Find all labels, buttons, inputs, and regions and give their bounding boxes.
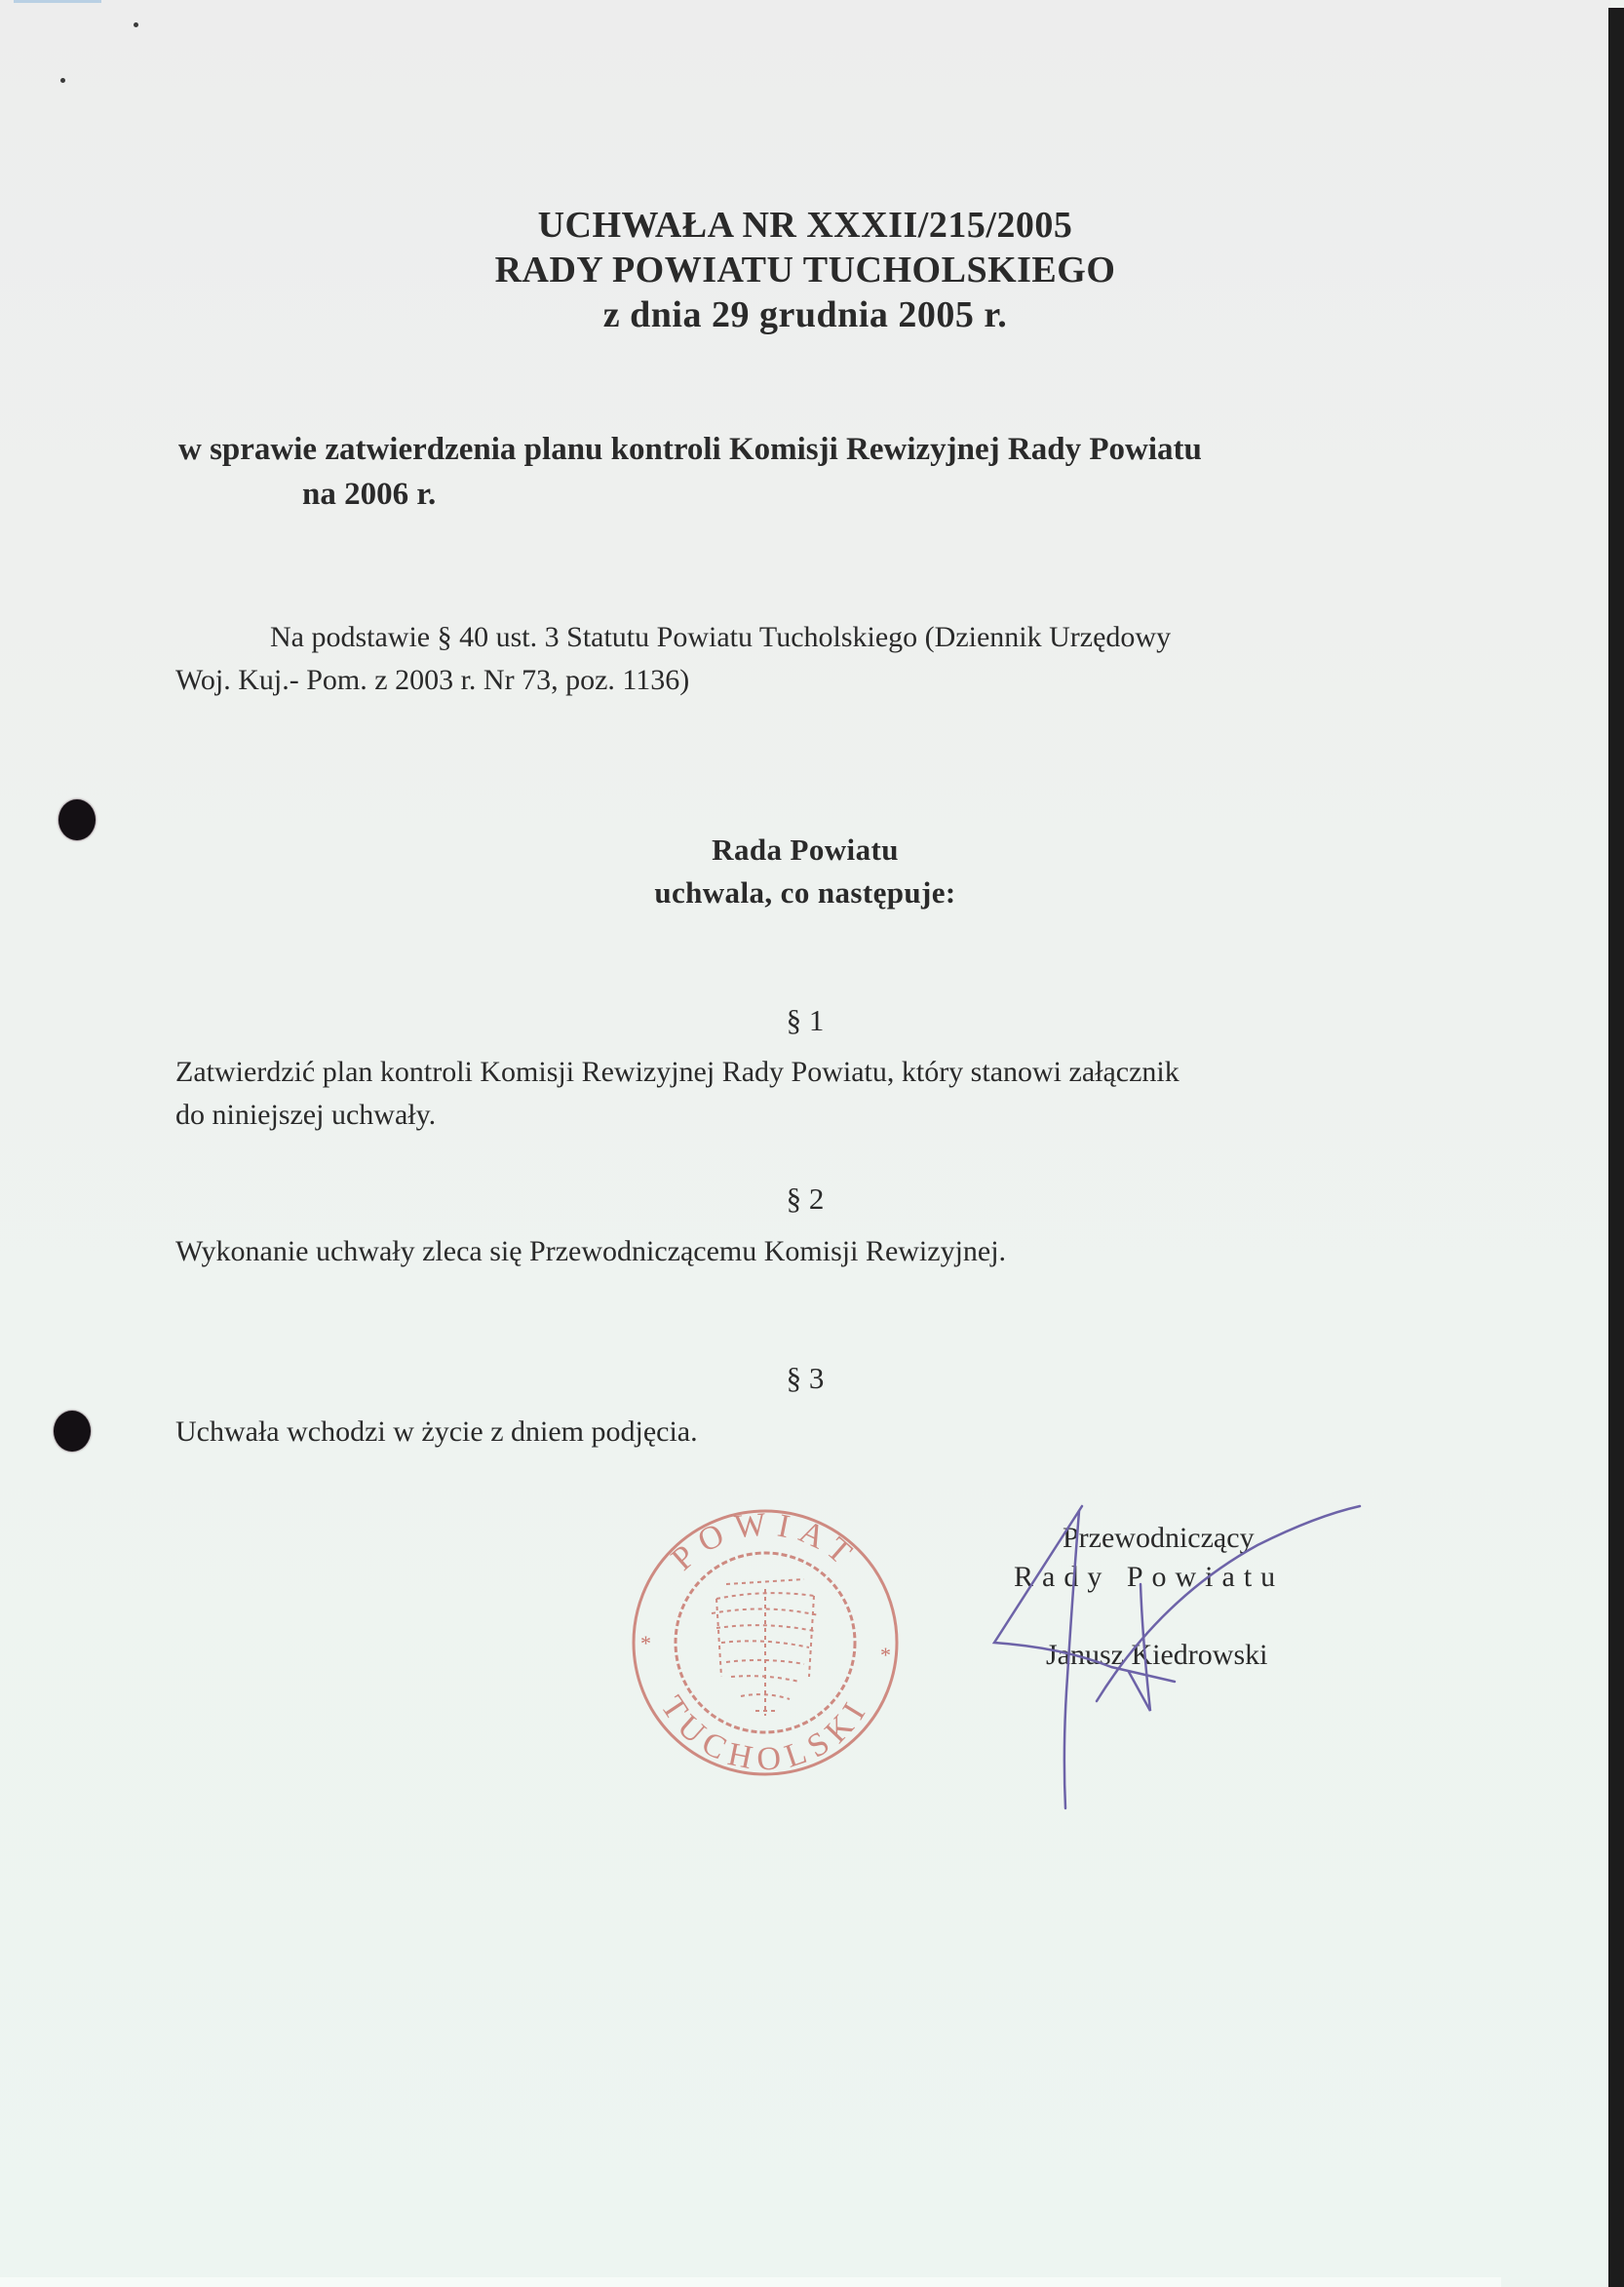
paragraph-1-line-2: do niniejszej uchwały. xyxy=(175,1099,437,1131)
stamp-inner-ring xyxy=(676,1553,855,1732)
paragraph-1-line-1: Zatwierdzić plan kontroli Komisji Rewizyjnej Rady Powiatu, który stanowi załącznik xyxy=(175,1056,1179,1088)
scanner-border xyxy=(1608,8,1624,2287)
signatory-body: Rady Powiatu xyxy=(1014,1561,1285,1593)
star-icon: * xyxy=(640,1631,651,1655)
paragraph-2-line-1: Wykonanie uchwały zleca się Przewodniczącemu Komisji Rewizyjnej. xyxy=(175,1235,1007,1267)
paragraph-1-heading: § 1 xyxy=(786,1003,825,1037)
star-icon: * xyxy=(880,1643,891,1667)
paragraph-3-line-1: Uchwała wchodzi w życie z dniem podjęcia. xyxy=(175,1415,698,1448)
stamp-top-text: POWIAT xyxy=(664,1506,866,1578)
signatory-name: Janusz Kiedrowski xyxy=(1046,1639,1268,1671)
svg-text:POWIAT xyxy=(665,1506,866,1577)
resolution-number: UCHWAŁA NR XXXII/215/2005 xyxy=(537,205,1073,246)
legal-basis-line-2: Woj. Kuj.- Pom. z 2003 r. Nr 73, poz. 1136) xyxy=(175,664,690,696)
scan-edge-strip xyxy=(14,0,101,3)
subject-line-2: na 2006 r. xyxy=(302,477,437,512)
resolving-body: Rada Powiatu xyxy=(712,833,899,867)
official-stamp xyxy=(619,1506,911,1779)
scan-speck xyxy=(60,78,65,83)
paragraph-3-heading: § 3 xyxy=(786,1361,825,1395)
stamp-bottom-text: TUCHOLSKI xyxy=(653,1689,877,1778)
signatory-title: Przewodniczący xyxy=(1063,1522,1255,1554)
resolution-date: z dnia 29 grudnia 2005 r. xyxy=(602,294,1008,335)
handwritten-signature xyxy=(965,1482,1374,1813)
svg-text:TUCHOLSKI xyxy=(653,1689,876,1777)
scan-speck xyxy=(134,22,138,27)
subject-line-1: w sprawie zatwierdzenia planu kontroli Komisji Rewizyjnej Rady Powiatu xyxy=(178,432,1202,467)
council-name: RADY POWIATU TUCHOLSKIEGO xyxy=(494,250,1116,291)
scan-edge-bottom xyxy=(0,2277,1501,2287)
eagle-emblem-icon xyxy=(712,1579,819,1716)
legal-basis-line-1: Na podstawie § 40 ust. 3 Statutu Powiatu Tucholskiego (Dziennik Urzędowy xyxy=(270,621,1172,653)
paragraph-2-heading: § 2 xyxy=(786,1182,825,1216)
resolution-formula: uchwala, co następuje: xyxy=(654,875,956,910)
punch-hole-bottom xyxy=(54,1411,91,1452)
